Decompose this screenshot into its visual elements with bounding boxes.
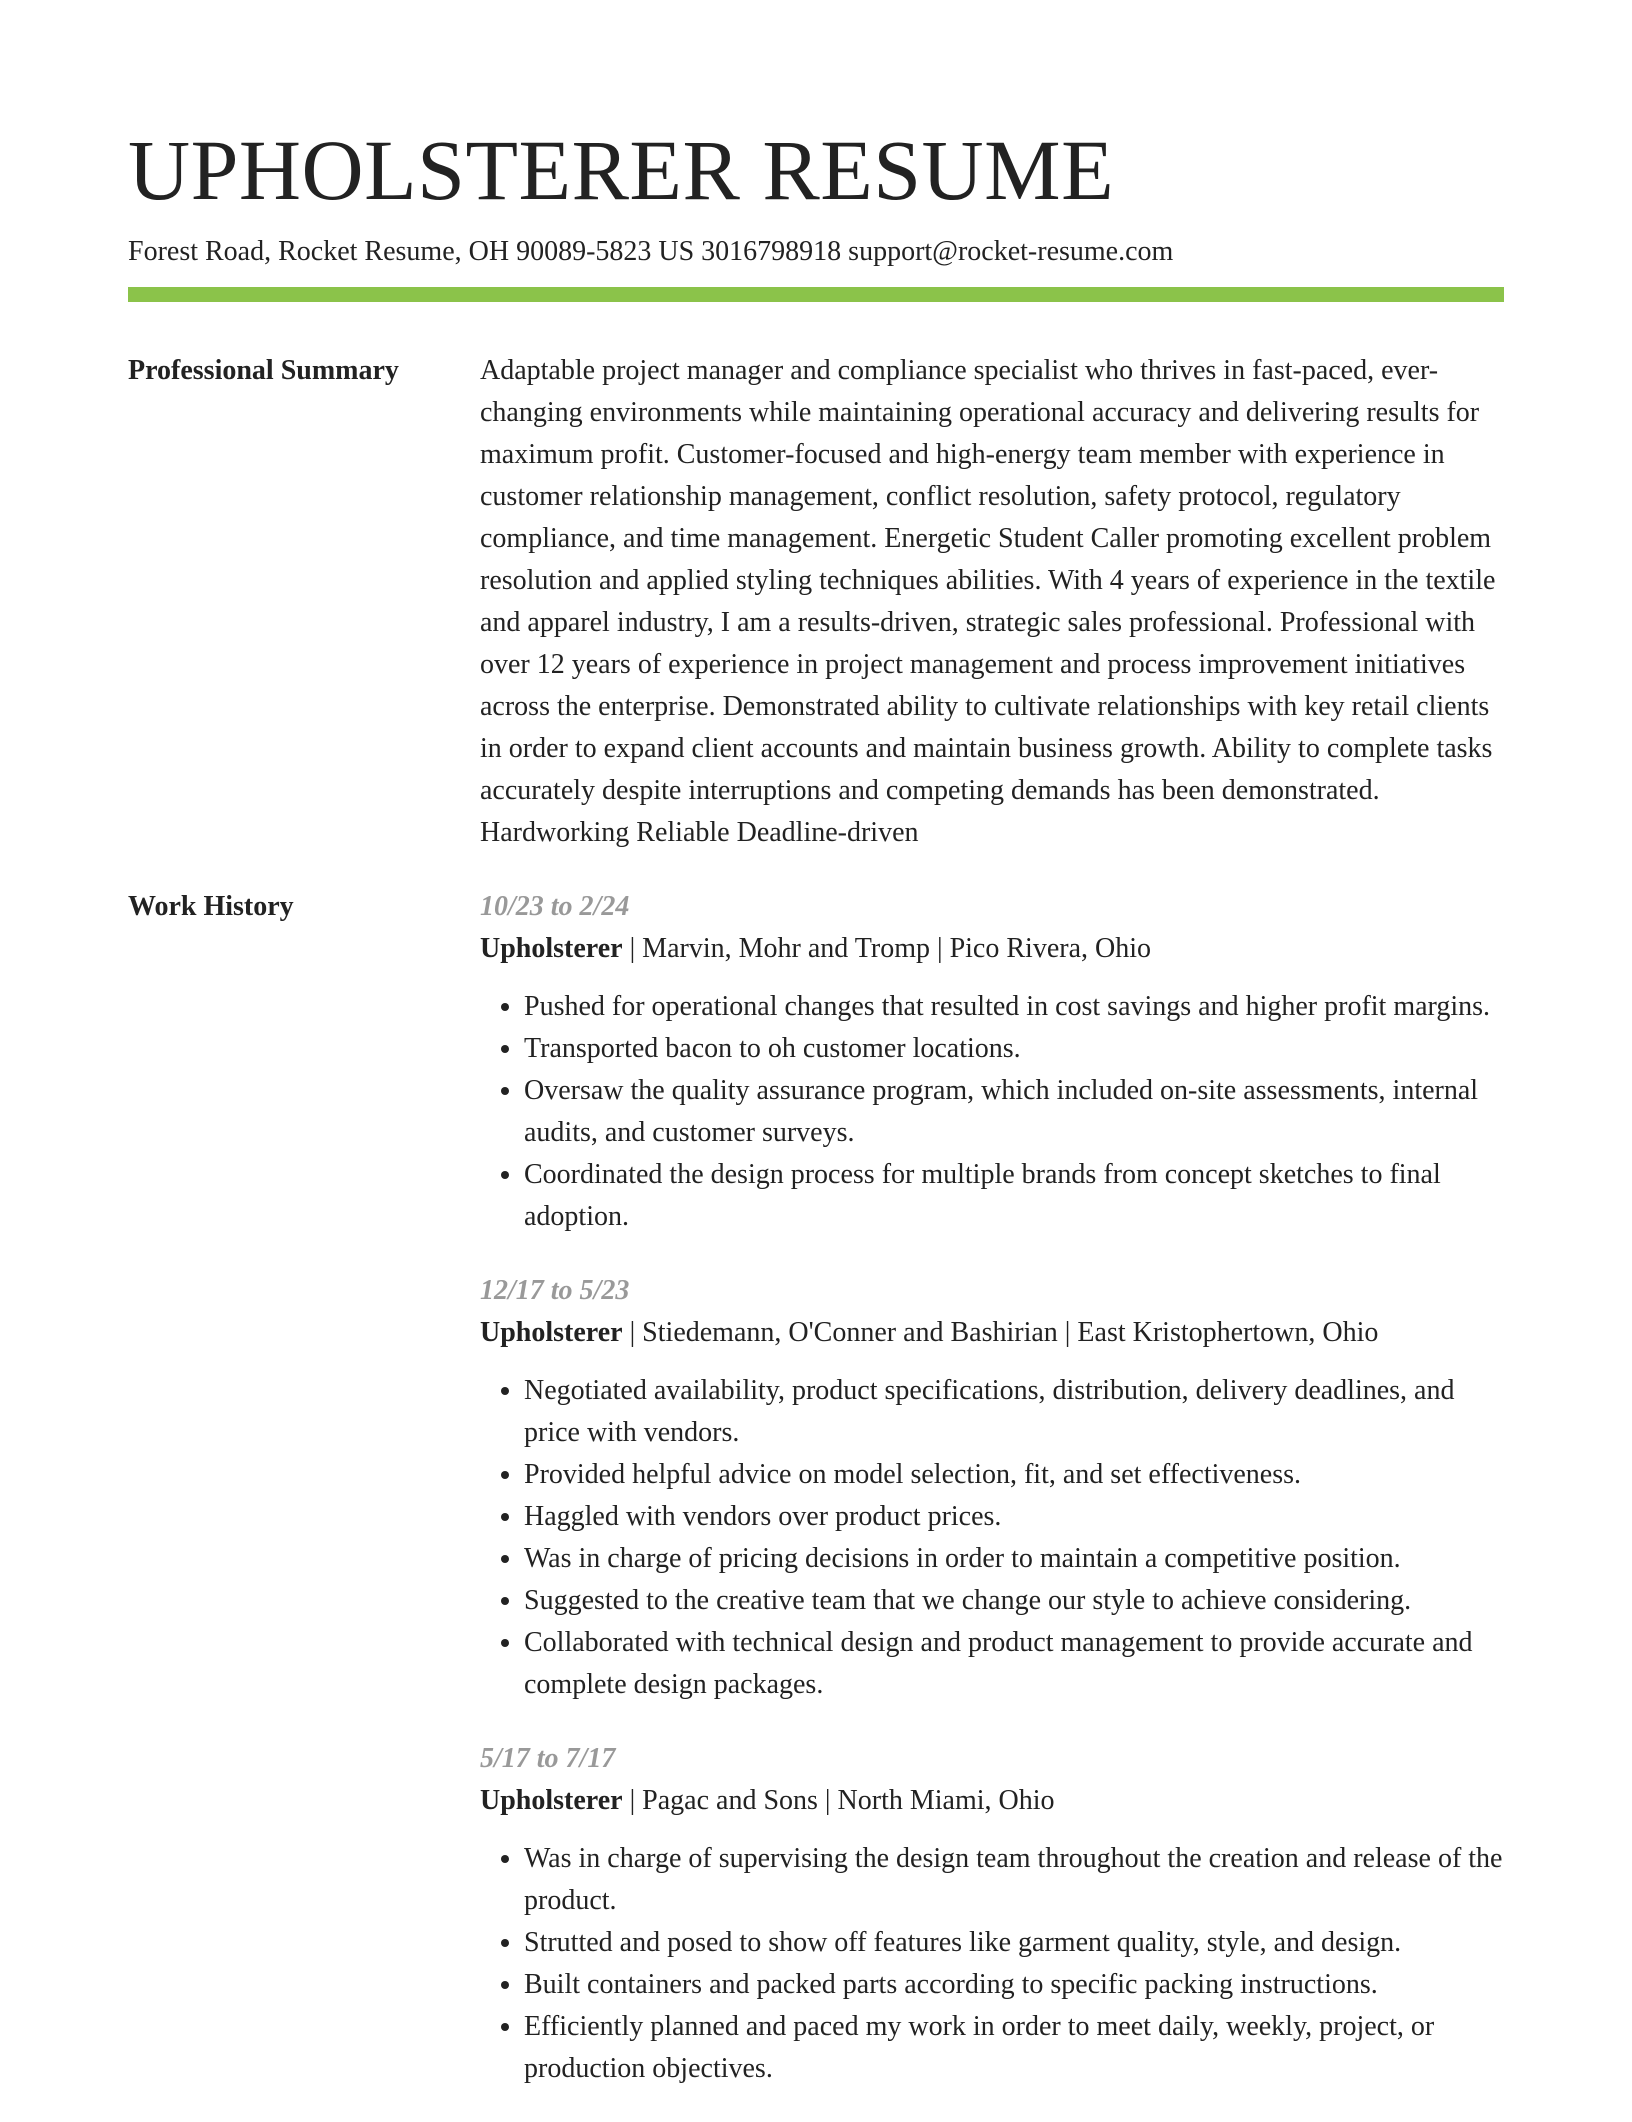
job-details: | Marvin, Mohr and Tromp | Pico Rivera, Ohio xyxy=(622,933,1151,964)
section-label: Professional Summary xyxy=(128,355,399,386)
page-title: UPHOLSTERER RESUME xyxy=(128,122,1115,218)
job-bullet-list xyxy=(480,1370,1504,1706)
contact-info: Forest Road, Rocket Resume, OH 90089-5823 US 3016798918 support@rocket-resume.com xyxy=(128,236,1174,267)
list-item: • Haggled with vendors over product prices. xyxy=(524,1496,1504,1538)
professional-summary-section xyxy=(128,350,1504,854)
section-body xyxy=(480,350,1504,854)
job-heading xyxy=(480,1312,1504,1354)
list-item: • Efficiently planned and paced my work in order to meet daily, weekly, project, or production objectives. xyxy=(524,2006,1504,2090)
list-item: • Was in charge of supervising the design team throughout the creation and release of the product. xyxy=(524,1838,1504,1922)
job-heading xyxy=(480,1780,1504,1822)
list-item: • Strutted and posed to show off features like garment quality, style, and design. xyxy=(524,1922,1504,1964)
list-item: • Negotiated availability, product specifications, distribution, delivery deadlines, and price with vendors. xyxy=(524,1370,1504,1454)
list-item: • Transported bacon to oh customer locations. xyxy=(524,1028,1504,1070)
section-label: Work History xyxy=(128,891,294,922)
list-item: • Built containers and packed parts according to specific packing instructions. xyxy=(524,1964,1504,2006)
list-item: • Suggested to the creative team that we change our style to achieve considering. xyxy=(524,1580,1504,1622)
job-heading xyxy=(480,928,1504,970)
summary-text: Adaptable project manager and compliance specialist who thrives in fast-paced, ever-changing environments while maintaining operational accuracy and delivering results for maximum profit. Customer-focused and high-energy team member with experience in customer relationship management, conflict resolution, safety protocol, regulatory compliance, and time management. Energetic Student Caller promoting excellent problem resolution and applied styling techniques abilities. With 4 years of experience in the textile and apparel industry, I am a results-driven, strategic sales professional. Professional with over 12 years of experience in project management and process improvement initiatives across the enterprise. Demonstrated ability to cultivate relationships with key retail clients in order to expand client accounts and maintain business growth. Ability to complete tasks accurately despite interruptions and competing demands has been demonstrated. Hardworking Reliable Deadline-driven xyxy=(480,355,1496,848)
job-title: Upholsterer xyxy=(480,1317,623,1348)
job-details: | Pagac and Sons | North Miami, Ohio xyxy=(622,1785,1055,1816)
header-divider xyxy=(128,287,1504,302)
job-title: Upholsterer xyxy=(480,933,623,964)
list-item: • Oversaw the quality assurance program, which included on-site assessments, internal audits, and customer surveys. xyxy=(524,1070,1504,1154)
job-dates: 10/23 to 2/24 xyxy=(480,891,630,922)
job-dates: 12/17 to 5/23 xyxy=(480,1275,630,1306)
job-bullet-list xyxy=(480,986,1504,1238)
job-title: Upholsterer xyxy=(480,1785,623,1816)
job-details: | Stiedemann, O'Conner and Bashirian | East Kristophertown, Ohio xyxy=(622,1317,1379,1348)
list-item: • Provided helpful advice on model selection, fit, and set effectiveness. xyxy=(524,1454,1504,1496)
job-dates: 5/17 to 7/17 xyxy=(480,1743,616,1774)
list-item: • Was in charge of pricing decisions in order to maintain a competitive position. xyxy=(524,1538,1504,1580)
section-body xyxy=(480,886,1504,2122)
list-item: • Collaborated with technical design and product management to provide accurate and complete design packages. xyxy=(524,1622,1504,1706)
list-item: • Pushed for operational changes that resulted in cost savings and higher profit margins. xyxy=(524,986,1504,1028)
work-history-section xyxy=(128,886,1504,2122)
resume-page xyxy=(128,0,1504,2122)
job-entry xyxy=(480,1270,1504,1706)
job-bullet-list xyxy=(480,1838,1504,2090)
job-entry xyxy=(480,886,1504,1238)
job-entry xyxy=(480,1738,1504,2090)
list-item: • Coordinated the design process for multiple brands from concept sketches to final adoption. xyxy=(524,1154,1504,1238)
